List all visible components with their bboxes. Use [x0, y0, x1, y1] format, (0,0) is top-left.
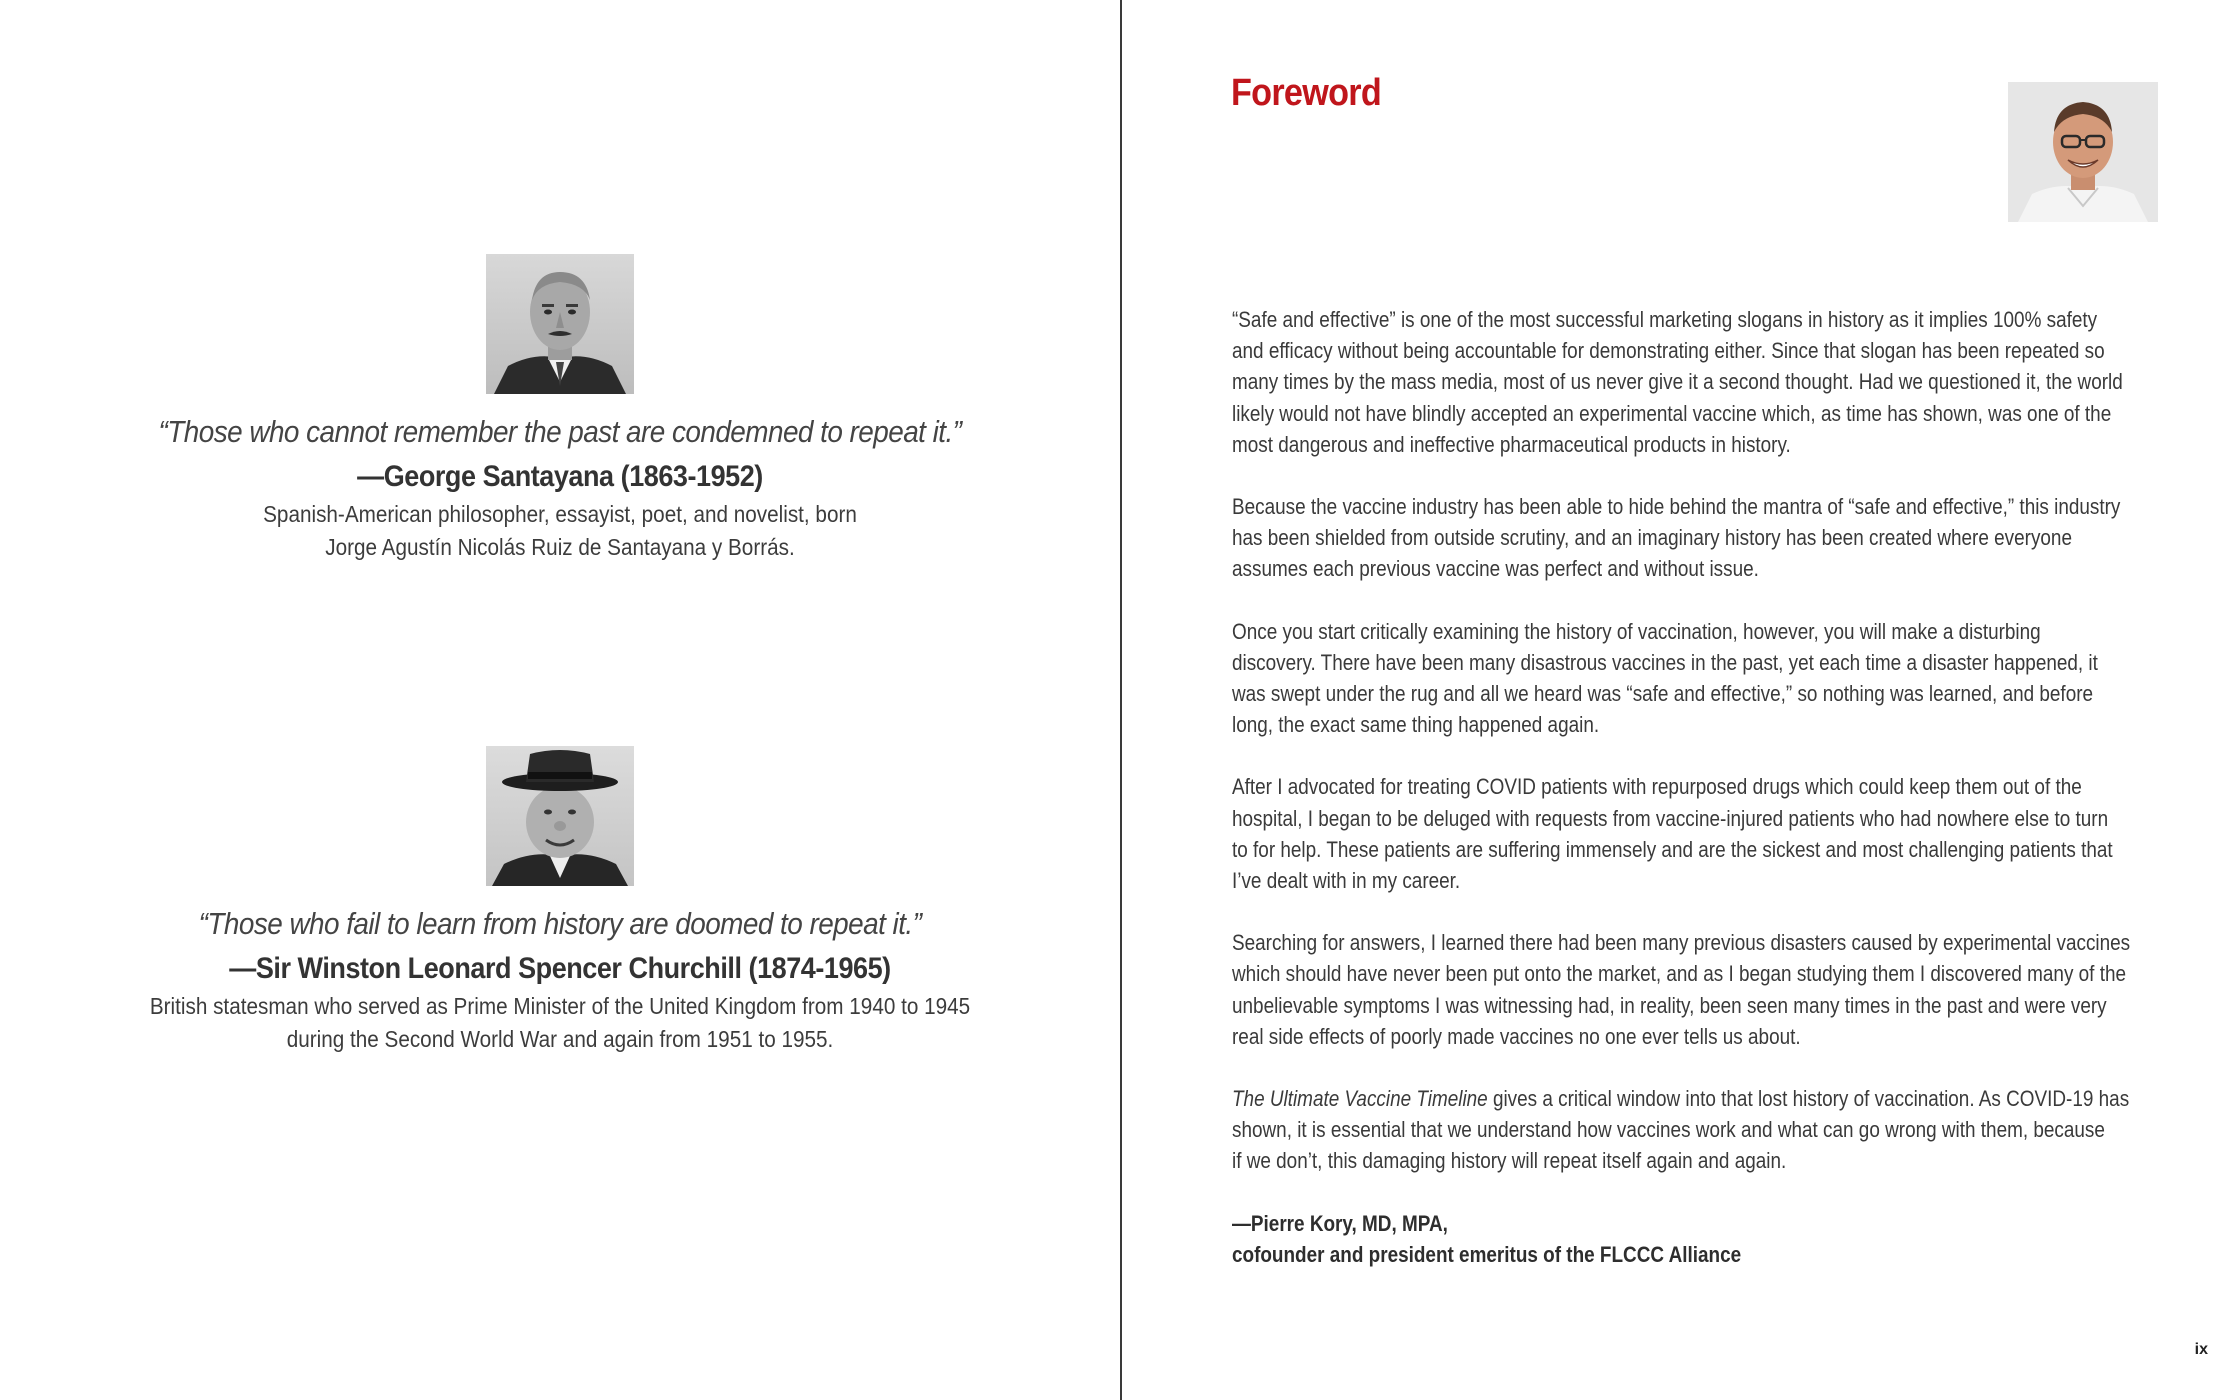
paragraph-line: to for help. These patients are suffering immensely and are the sickest and most challenging patients that [1232, 836, 2113, 862]
paragraph-line: has been shielded from outside scrutiny, and an imaginary history has been created where everyone [1232, 525, 2072, 551]
paragraph-line: shown, it is essential that we understand how vaccines work and what can go wrong with them, because [1232, 1117, 2105, 1143]
quote-text: “Those who cannot remember the past are condemned to repeat it.” [158, 414, 962, 449]
paragraph-line [1232, 1083, 2130, 1114]
paragraph-line: if we don’t, this damaging history will repeat itself again and again. [1232, 1148, 1787, 1174]
paragraph [1232, 771, 2162, 896]
quote-description [56, 498, 1064, 564]
quote-author: —George Santayana (1863-1952) [357, 460, 763, 493]
quote-description-line: Spanish-American philosopher, essayist, poet, and novelist, born [263, 501, 857, 527]
paragraph-line: unbelievable symptoms I was witnessing had, in reality, been seen many times in the past and were very [1232, 992, 2107, 1018]
paragraph-line: real side effects of poorly made vaccines no one ever tells us about. [1232, 1023, 1801, 1049]
portrait-churchill-icon [486, 746, 634, 886]
signature-role: cofounder and president emeritus of the FLCCC Alliance [1232, 1241, 1742, 1267]
paragraph [1232, 616, 2162, 741]
paragraph-line: most dangerous and ineffective pharmaceutical products in history. [1232, 431, 1791, 457]
paragraph-line: many times by the mass media, most of us never give it a second thought. Had we questioned it, the world [1232, 369, 2123, 395]
quote-description [56, 990, 1064, 1056]
paragraph [1232, 927, 2162, 1052]
paragraph-final [1232, 1083, 2162, 1177]
paragraph [1232, 491, 2162, 585]
right-page [1122, 0, 2240, 1400]
page-title: Foreword [1231, 72, 1382, 114]
paragraph-line: hospital, I began to be deluged with requests from vaccine-injured patients who had nowhere else to turn [1232, 805, 2109, 831]
paragraph-line: was swept under the rug and all we heard was “safe and effective,” so nothing was learned, and before [1232, 681, 2094, 707]
signature [1232, 1208, 2162, 1270]
quote-block-churchill [0, 746, 1120, 1056]
paragraph-line: and efficacy without being accountable for demonstrating either. Since that slogan has been repeated so [1232, 338, 2105, 364]
paragraph-line: I’ve dealt with in my career. [1232, 868, 1461, 894]
foreword-body [1232, 304, 2162, 1270]
quote-text: “Those who fail to learn from history are doomed to repeat it.” [198, 906, 922, 941]
quote-author: —Sir Winston Leonard Spencer Churchill (1874-1965) [229, 952, 891, 985]
paragraph-line: “Safe and effective” is one of the most successful marketing slogans in history as it implies 100% safety [1232, 307, 2098, 332]
paragraph-line: Once you start critically examining the history of vaccination, however, you will make a disturbing [1232, 618, 2041, 644]
paragraph [1232, 304, 2162, 460]
paragraph-line: Searching for answers, I learned there had been many previous disasters caused by experimental vaccines [1232, 930, 2131, 956]
portrait-santayana-icon [486, 254, 634, 394]
paragraph-line-text: gives a critical window into that lost history of vaccination. As COVID-19 has [1487, 1086, 2130, 1112]
paragraph-line: long, the exact same thing happened again. [1232, 712, 1600, 738]
signature-name: —Pierre Kory, MD, MPA, [1232, 1210, 1448, 1236]
book-title: The Ultimate Vaccine Timeline [1232, 1086, 1488, 1112]
paragraph-line: assumes each previous vaccine was perfect and without issue. [1232, 556, 1759, 582]
paragraph-line: After I advocated for treating COVID patients with repurposed drugs which could keep them out of the [1232, 774, 2082, 800]
page-number: ix [2194, 1341, 2208, 1358]
quote-block-santayana [0, 254, 1120, 564]
quote-description-line: British statesman who served as Prime Minister of the United Kingdom from 1940 to 1945 [149, 993, 971, 1019]
quote-description-line: during the Second World War and again from 1951 to 1955. [286, 1026, 834, 1052]
paragraph-line: likely would not have blindly accepted an experimental vaccine which, as time has shown, was one of the [1232, 400, 2112, 426]
portrait-pierre-kory-icon [2008, 82, 2158, 222]
paragraph-line: Because the vaccine industry has been able to hide behind the mantra of “safe and effective,” this industry [1232, 494, 2121, 520]
paragraph-line: which should have never been put onto the market, and as I began studying them I discovered many of the [1232, 961, 2127, 987]
paragraph-line: discovery. There have been many disastrous vaccines in the past, yet each time a disaster happened, it [1232, 649, 2098, 675]
quote-description-line: Jorge Agustín Nicolás Ruiz de Santayana y Borrás. [325, 534, 795, 560]
